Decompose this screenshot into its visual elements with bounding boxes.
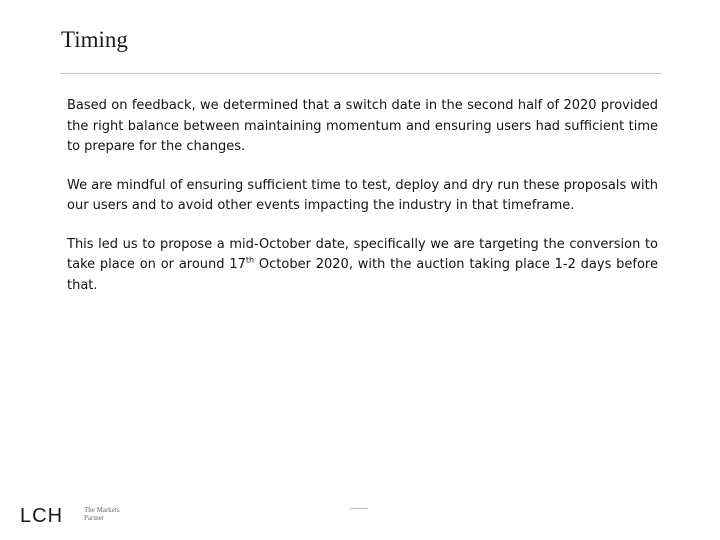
paragraph-feedback xyxy=(67,96,658,158)
slide-title: Timing xyxy=(61,27,128,52)
page-number-mark xyxy=(350,508,368,509)
paragraph-testing xyxy=(67,176,658,217)
paragraph-october-text-end: October 2020, with the auction taking place 1-2 days before that. xyxy=(67,257,658,293)
logo-tagline xyxy=(84,506,132,522)
tagline-line-2: Partner xyxy=(84,514,105,522)
tagline-line-1: The Markets xyxy=(84,506,120,514)
lch-wordmark: LCH xyxy=(20,505,64,527)
title-divider xyxy=(60,73,661,74)
paragraph-testing-text: We are mindful of ensuring sufficient time to test, deploy and dry run these proposals with our users and to avoid other events impacting the industry in that timeframe. xyxy=(67,177,658,213)
ordinal-suffix: th xyxy=(245,255,255,265)
paragraph-october-date xyxy=(67,235,658,297)
paragraph-october-text-start: This led us to propose a mid-October date, specifically we are targeting the conversion to take place on or around 17 xyxy=(67,236,658,272)
slide-body xyxy=(67,96,658,314)
paragraph-feedback-text: Based on feedback, we determined that a switch date in the second half of 2020 provided the right balance between maintaining momentum and ensuring users had sufficient time to prepare for the changes. xyxy=(67,98,658,154)
